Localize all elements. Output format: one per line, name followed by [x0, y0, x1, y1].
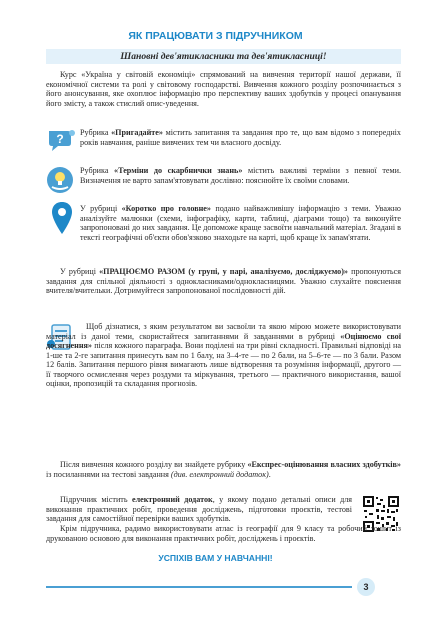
svg-text:?: ?	[56, 132, 64, 146]
rubric-assess: Щоб дізнатися, з яким результатом ви засвоїли та якою мірою можете використовувати матеріал із даної теми, скористайтеся запитаннями й завданнями в рубриці «Оцінюємо свої досягнення» після кожного параграфа. Вони поділені на три рівні складності. Правильні відповіді на 1-ше та 2-ге запитання принесуть вам по 1 балу, на 3–4-те — по 2 бали, на 5–6-те — по 3 бали. Разом 12 балів. Запитання першого рівня вимагають лише відтворення та розуміння інформації, другого — її творчого осмислення через роздуми та міркування, третього — практичного використання, вашої оцінки, пропозицій та складання прогнозів.	[46, 322, 401, 389]
rubric-terms: Рубрика «Терміни до скарбнички знань» містить важливі терміни з певної теми. Визначення не варто запам'ятовувати дослівно: пояснюйте їх своїми словами.	[80, 166, 401, 185]
intro-paragraph: Курс «Україна у світовій економіці» спрямований на вивчення території нашої держави, її економічної системи та ролі у світовому господарстві. Вивчення кожного розділу розпочинається з його анонсування, яке охоплює інформацію про перспективу ваших здобутків у процесі опанування його змісту, а також стислий опис-уведення.	[46, 70, 401, 108]
map-pin-icon	[50, 200, 74, 236]
e-supplement: Підручник містить електронний додаток, у якому подано детальні описи для виконання практичних робіт, проведення досліджень, підготовки проєктів, тестові завдання для самостійної перевірки ваших здобутків.	[46, 495, 352, 524]
rubric-main: У рубриці «Коротко про головне» подано найважливішу інформацію з теми. Уважно аналізуйте малюнки (схеми, інфографіку, карти, таблиці, діаграми тощо) та виконуйте запропоновані до них завдання. Це допоможе краще засвоїти навчальний матеріал. Згадані в тексті географічні об'єкти обов'язково знаходьте на карті, щоб краще їх запам'ятати.	[80, 204, 401, 242]
rubric-express: Після вивчення кожного розділу ви знайдете рубрику «Експрес-оцінювання власних здобутків» із посиланнями на тестові завдання (див. електронний додаток).	[46, 460, 401, 479]
footer-line	[46, 586, 352, 588]
treasure-bulb-icon	[44, 165, 76, 195]
page-number: 3	[357, 578, 375, 596]
rubric-together: У рубриці «ПРАЦЮЄМО РАЗОМ (у групі, у парі, аналізуємо, досліджуємо)» пропонуються завдання для спільної діяльності з однокласниками/однокласницями. Уважно слухайте пояснення вчителя/вчительки. Дотримуйтеся запропонованої послідовності дій.	[46, 267, 401, 296]
atlas-paragraph: Крім підручника, радимо використовувати атлас із географії для 9 класу та робочий зошит із друкованою основою для виконання практичних робіт, досліджень і проєктів.	[46, 524, 401, 543]
greeting: Шановні дев'ятикласники та дев'ятикласниці!	[120, 51, 327, 62]
question-bubble-icon	[46, 128, 76, 154]
rubric-remember: Рубрика «Пригадайте» містить запитання та завдання про те, що вам відомо з попередніх років навчання, раніше вивчених тем чи власного досвіду.	[80, 128, 401, 147]
closing-text: УСПІХІВ ВАМ У НАВЧАННІ!	[158, 553, 273, 563]
page-title: ЯК ПРАЦЮВАТИ З ПІДРУЧНИКОМ	[128, 30, 303, 42]
